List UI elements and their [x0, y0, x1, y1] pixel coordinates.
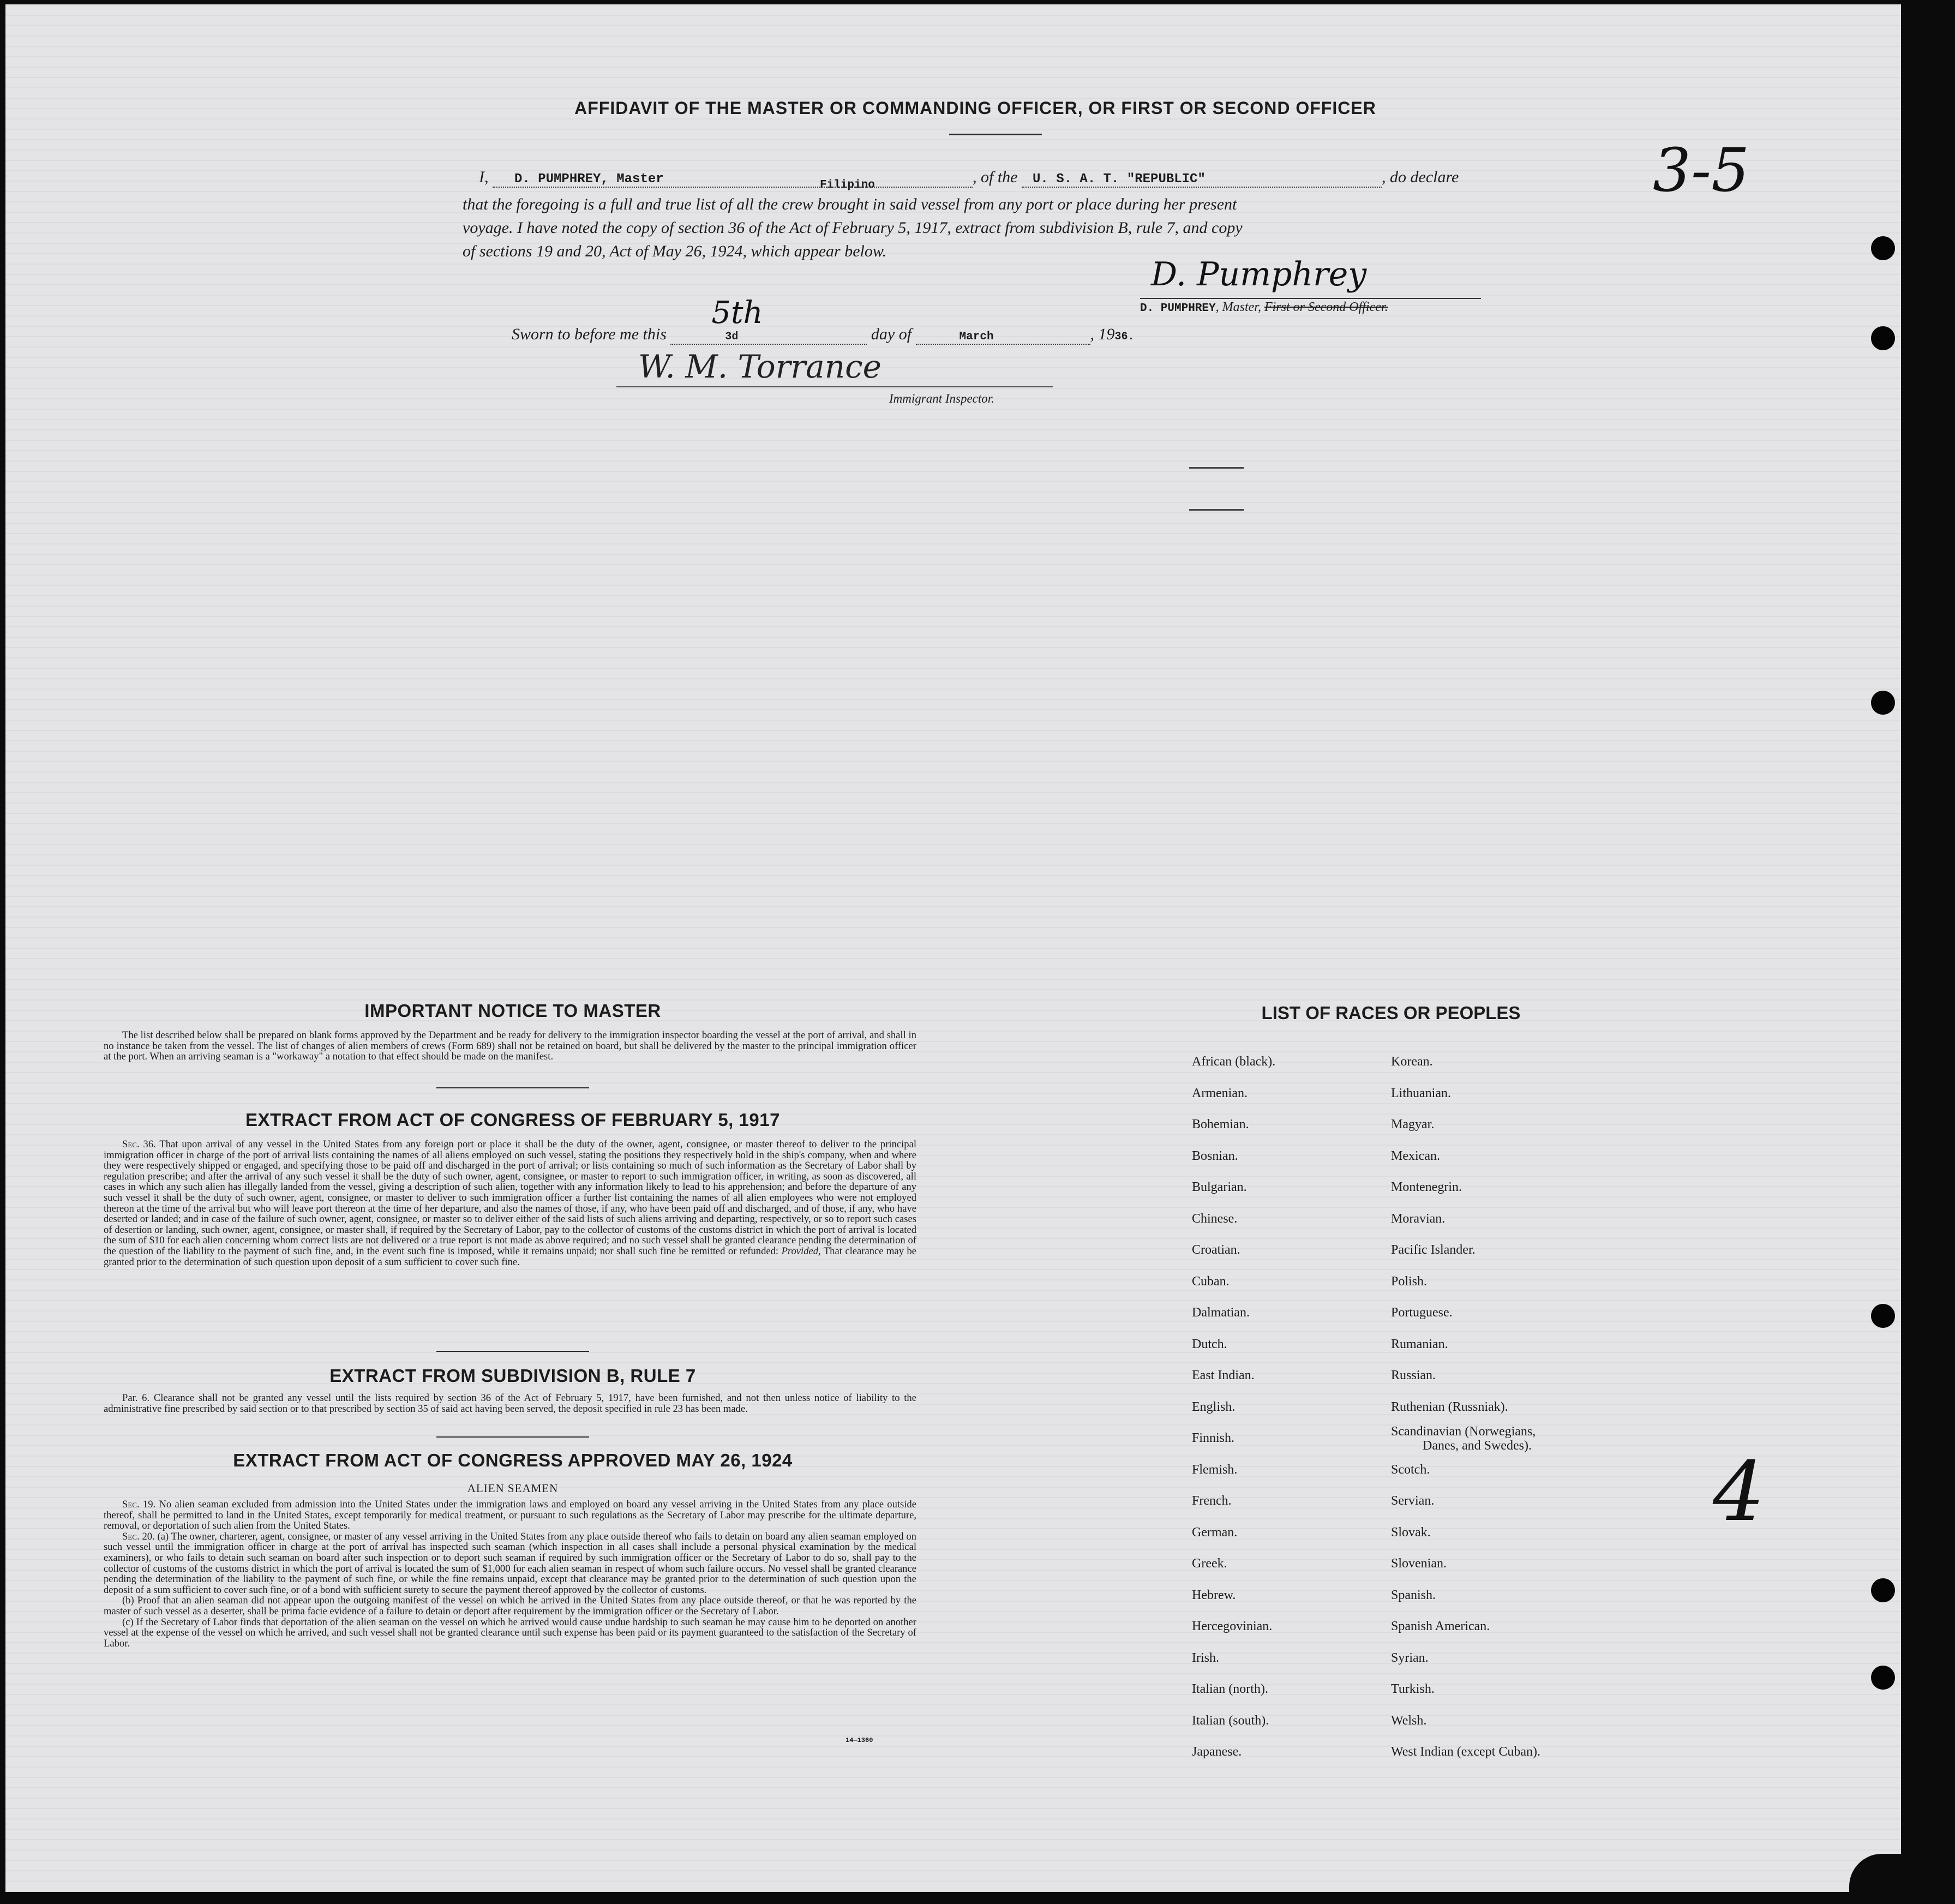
signature-line	[1140, 298, 1481, 299]
sec-36-label: Sec. 36.	[122, 1139, 156, 1150]
rule7-text: Par. 6. Clearance shall not be granted any vessel until the lists required by section 36 of the Act of February 5, 1917, have been furnished, and not then unless notice of liability to the administrative fine prescribed by said section or to that prescribed by section 35 of said act having been served, the deposit specified in rule 23 has been made.	[104, 1392, 916, 1415]
race-item: Mexican.	[1391, 1148, 1440, 1163]
race-item: East Indian.	[1192, 1368, 1255, 1382]
race-item: West Indian (except Cuban).	[1391, 1745, 1540, 1759]
do-declare-label: , do declare	[1382, 168, 1459, 186]
signer-line	[1140, 300, 1388, 315]
race-item: Montenegrin.	[1391, 1180, 1462, 1194]
race-item: Moravian.	[1391, 1211, 1446, 1226]
race-item: Russian.	[1391, 1368, 1436, 1382]
race-item: Armenian.	[1192, 1086, 1248, 1100]
sec-20b-paragraph	[104, 1595, 916, 1616]
binder-hole	[1871, 1666, 1895, 1690]
race-item: Flemish.	[1192, 1462, 1238, 1477]
dash-mark	[1189, 509, 1244, 511]
race-item: Turkish.	[1391, 1682, 1435, 1696]
race-item: Polish.	[1391, 1274, 1428, 1289]
alien-seamen-subtitle: ALIEN SEAMEN	[467, 1482, 559, 1495]
inspector-line	[616, 386, 1053, 387]
inspector-signature: W. M. Torrance	[638, 348, 881, 385]
provided-label: Provided,	[781, 1245, 821, 1257]
race-item-continuation: Danes, and Swedes).	[1423, 1439, 1532, 1453]
of-the-label: , of the	[973, 168, 1018, 186]
i-label: I,	[479, 168, 489, 186]
race-item: Japanese.	[1192, 1745, 1242, 1759]
race-item: Bohemian.	[1192, 1117, 1249, 1131]
race-item: Greek.	[1192, 1556, 1227, 1571]
race-item: Rumanian.	[1391, 1337, 1448, 1351]
month-value: March	[959, 331, 994, 343]
race-item: Croatian.	[1192, 1243, 1240, 1257]
day-field	[670, 295, 867, 345]
sec-20b-text: (b) Proof that an alien seaman did not appear upon the outgoing manifest of the vessel on which he arrived in the United States from any place outside thereof, or that he was reported by the master of such vessel as a deserter, shall be prima facie evidence of a failure to detain or deport after requirement by the immigration officer or the Secretary of Labor.	[104, 1595, 916, 1617]
divider	[436, 1436, 589, 1438]
race-item: Irish.	[1192, 1650, 1219, 1665]
signer-name: D. PUMPHREY	[1140, 302, 1216, 315]
race-item: German.	[1192, 1525, 1238, 1540]
races-title: LIST OF RACES OR PEOPLES	[1261, 1003, 1521, 1023]
binder-hole	[1871, 691, 1895, 715]
race-item: Bosnian.	[1192, 1148, 1238, 1163]
sec-20a-paragraph	[104, 1531, 916, 1596]
race-item: Hercegovinian.	[1192, 1619, 1273, 1633]
vessel-field	[1022, 168, 1382, 188]
sec-20c-paragraph	[104, 1617, 916, 1649]
edge-shadow	[1901, 4, 1945, 1892]
race-item: Finnish.	[1192, 1431, 1235, 1445]
master-signature: D. Pumphrey	[1151, 255, 1367, 294]
race-item: Spanish.	[1391, 1588, 1436, 1602]
vessel-value: U. S. A. T. "REPUBLIC"	[1033, 172, 1206, 187]
month-field	[916, 325, 1090, 345]
affidavit-line-2: that the foregoing is a full and true list of all the crew brought in said vessel from any port or place during her present	[463, 195, 1237, 213]
extract-rule7-title: EXTRACT FROM SUBDIVISION B, RULE 7	[329, 1366, 696, 1386]
race-item: Spanish American.	[1391, 1619, 1490, 1633]
race-item: Italian (south).	[1192, 1713, 1269, 1728]
extract-1924-title: EXTRACT FROM ACT OF CONGRESS APPROVED MAY 26, 1924	[233, 1450, 793, 1470]
day-of-label: day of	[871, 325, 912, 343]
extract-1924-body	[104, 1499, 916, 1649]
race-item: Welsh.	[1391, 1713, 1427, 1728]
notice-title: IMPORTANT NOTICE TO MASTER	[364, 1001, 661, 1021]
dash-mark	[1189, 467, 1244, 469]
affidavit-line-4: of sections 19 and 20, Act of May 26, 1924, which appear below.	[463, 242, 887, 260]
sec-20c-text: (c) If the Secretary of Labor finds that deportation of the alien seaman on the vessel on which he arrived would cause undue hardship to such seaman he may cause him to be deported on another vessel at the expense of the vessel on which he arrived, and such vessel shall not be granted clearance until such expense has been paid or its payment guaranteed to the satisfaction of the Secretary of Labor.	[104, 1616, 916, 1649]
sec-19-paragraph	[104, 1499, 916, 1531]
crew-type-value: Filipino	[820, 179, 875, 191]
sec-19-label: Sec. 19.	[122, 1499, 156, 1510]
sec-36-text: That upon arrival of any vessel in the United States from any foreign port or place it shall be the duty of the owner, agent, consignee, or master thereof to deliver to the principal immigration officer in charge of the port of arrival lists containing the names of all aliens employed on such vessel, stating the positions they respectively hold in the ship's company, when and where they were respectively shipped or engaged, and specifying those to be paid off and discharged in the port of arrival; or lists containing so much of such information as the Secretary of Labor shall by regulation prescribe; and after the arrival of any such vessel it shall be the duty of such owner, agent, consignee, or master to report to such immigration officer, in writing, as soon as discovered, all cases in which any such alien has illegally landed from the vessel, giving a description of such alien, together with any information likely to lead to his apprehension; and before the departure of any such vessel it shall be the duty of such owner, agent, consignee, or master to deliver to such immigration officer a further list containing the names of all alien employees who were not employed thereon at the time of the arrival but who will leave port thereon at the time of her departure, and also the names of those, if any, who have been paid off and discharged, and of those, if any, who have deserted or landed; and in case of the failure of such owner, agent, consignee, or master so to deliver either of the said lists of such aliens arriving and departing, respectively, or so to report such cases of desertion or landing, such owner, agent, consignee, or master shall, if required by the Secretary of Labor, pay to the collector of customs of the customs district in which the port of arrival is located the sum of $10 for each alien concerning whom correct lists are not delivered or a true report is not made as above required; and no such vessel shall be granted clearance pending the determination of the question of the liability to the payment of such fine, and, in the event such fine is imposed, while it remains unpaid; nor shall such fine be remitted or refunded:	[104, 1139, 917, 1257]
race-item: African (black).	[1192, 1055, 1276, 1069]
divider	[436, 1087, 589, 1088]
day-handwritten-value: 5th	[711, 295, 763, 331]
race-item: Magyar.	[1391, 1117, 1435, 1131]
race-item: Lithuanian.	[1391, 1086, 1451, 1100]
binder-hole	[1871, 326, 1895, 350]
race-item: Dalmatian.	[1192, 1306, 1250, 1320]
affidavit-line-1	[479, 168, 1459, 191]
corner-shadow	[1849, 1854, 1945, 1892]
day-typed-value: 3d	[725, 331, 739, 343]
binder-hole	[1871, 1304, 1895, 1328]
race-item: Pacific Islander.	[1391, 1243, 1476, 1257]
sworn-label: Sworn to before me this	[512, 325, 667, 343]
sec-20a-text: (a) The owner, charterer, agent, consignee, or master of any vessel arriving in the United States from any place outside thereof who fails to detain on board any alien seaman employed on such vessel until the immigration officer in charge at the port of arrival has inspected such seaman (which inspection in all cases shall include a personal physical examination by the medical examiners), or who fails to detain such seaman on board after such inspection or to deport such seaman if required by such immigration officer or the Secretary of Labor to do so, shall pay to the collector of customs of the customs district in which the port of arrival is located the sum of $1,000 for each alien seaman in respect of whom such failure occurs. No vessel shall be granted clearance pending the determination of the liability to the payment of such fine, or while the fine remains unpaid, except that clearance may be granted prior to the determination of such question upon the deposit of a sum sufficient to cover such fine, or of a bond with sufficient surety to secure the payment thereof approved by the collector of customs.	[104, 1530, 916, 1596]
name-field	[493, 168, 973, 191]
document-page	[5, 4, 1945, 1892]
affidavit-title: AFFIDAVIT OF THE MASTER OR COMMANDING OFFICER, OR FIRST OR SECOND OFFICER	[574, 98, 1376, 118]
race-item: Cuban.	[1192, 1274, 1230, 1289]
divider	[436, 1351, 589, 1352]
binder-hole	[1871, 1578, 1895, 1602]
race-item: Portuguese.	[1391, 1306, 1453, 1320]
race-item: Syrian.	[1391, 1650, 1429, 1665]
title-underline	[949, 134, 1042, 135]
page-number-side: 4	[1713, 1445, 1765, 1540]
race-item: Bulgarian.	[1192, 1180, 1247, 1194]
sec-20-label: Sec. 20.	[122, 1530, 155, 1542]
extract-1917-title: EXTRACT FROM ACT OF CONGRESS OF FEBRUARY 5, 1917	[245, 1110, 780, 1130]
race-item: Chinese.	[1192, 1211, 1238, 1226]
signer-role-struck: First or Second Officer.	[1264, 300, 1388, 314]
name-value: D. PUMPHREY, Master	[514, 172, 664, 187]
race-item: English.	[1192, 1399, 1236, 1414]
year-prefix: , 19	[1090, 325, 1115, 343]
sworn-line	[512, 295, 1135, 345]
year-value: 36.	[1114, 331, 1135, 343]
affidavit-line-3: voyage. I have noted the copy of section 36 of the Act of February 5, 1917, extract from subdivision B, rule 7, and copy	[463, 219, 1243, 237]
race-item: Servian.	[1391, 1494, 1435, 1508]
binder-hole	[1871, 236, 1895, 260]
race-item: Ruthenian (Russniak).	[1391, 1399, 1508, 1414]
page-number-top: 3-5	[1653, 135, 1750, 205]
extract-rule7-body	[104, 1393, 916, 1414]
race-item: Korean.	[1391, 1055, 1433, 1069]
form-number: 14—1360	[845, 1737, 873, 1744]
extract-1917-body	[104, 1139, 916, 1267]
sec-19-text: No alien seaman excluded from admission into the United States under the immigration laws and employed on board any vessel arriving in the United States from any place outside thereof, shall be permitted to land in the United States, except temporarily for medical treatment, or pursuant to such regulations as the Secretary of Labor may prescribe for the ultimate departure, removal, or deportation of such alien from the United States.	[104, 1499, 916, 1532]
inspector-label: Immigrant Inspector.	[889, 392, 994, 405]
race-item: Scandinavian (Norwegians,	[1391, 1424, 1536, 1439]
sec-36-end: That clearance may be granted prior to the determination of such question upon deposit of a sum sufficient to cover such fine.	[104, 1245, 916, 1268]
race-item: Dutch.	[1192, 1337, 1227, 1351]
race-item: French.	[1192, 1494, 1232, 1508]
race-item: Slovenian.	[1391, 1556, 1447, 1571]
race-item: Slovak.	[1391, 1525, 1431, 1540]
notice-text: The list described below shall be prepared on blank forms approved by the Department and be ready for delivery to the immigration inspector boarding the vessel at the port of arrival, and shall in no instance be taken from the vessel. The list of changes of alien members of crews (Form 689) shall not be retained on board, but shall be delivered by the master to the principal immigration officer at the port. When an arriving seaman is a "workaway" a notation to that effect should be made on the manifest.	[104, 1029, 916, 1063]
race-item: Hebrew.	[1192, 1588, 1236, 1602]
race-item: Scotch.	[1391, 1462, 1430, 1477]
signer-role-master: , Master,	[1215, 300, 1261, 314]
notice-body	[104, 1030, 916, 1062]
race-item: Italian (north).	[1192, 1682, 1268, 1696]
